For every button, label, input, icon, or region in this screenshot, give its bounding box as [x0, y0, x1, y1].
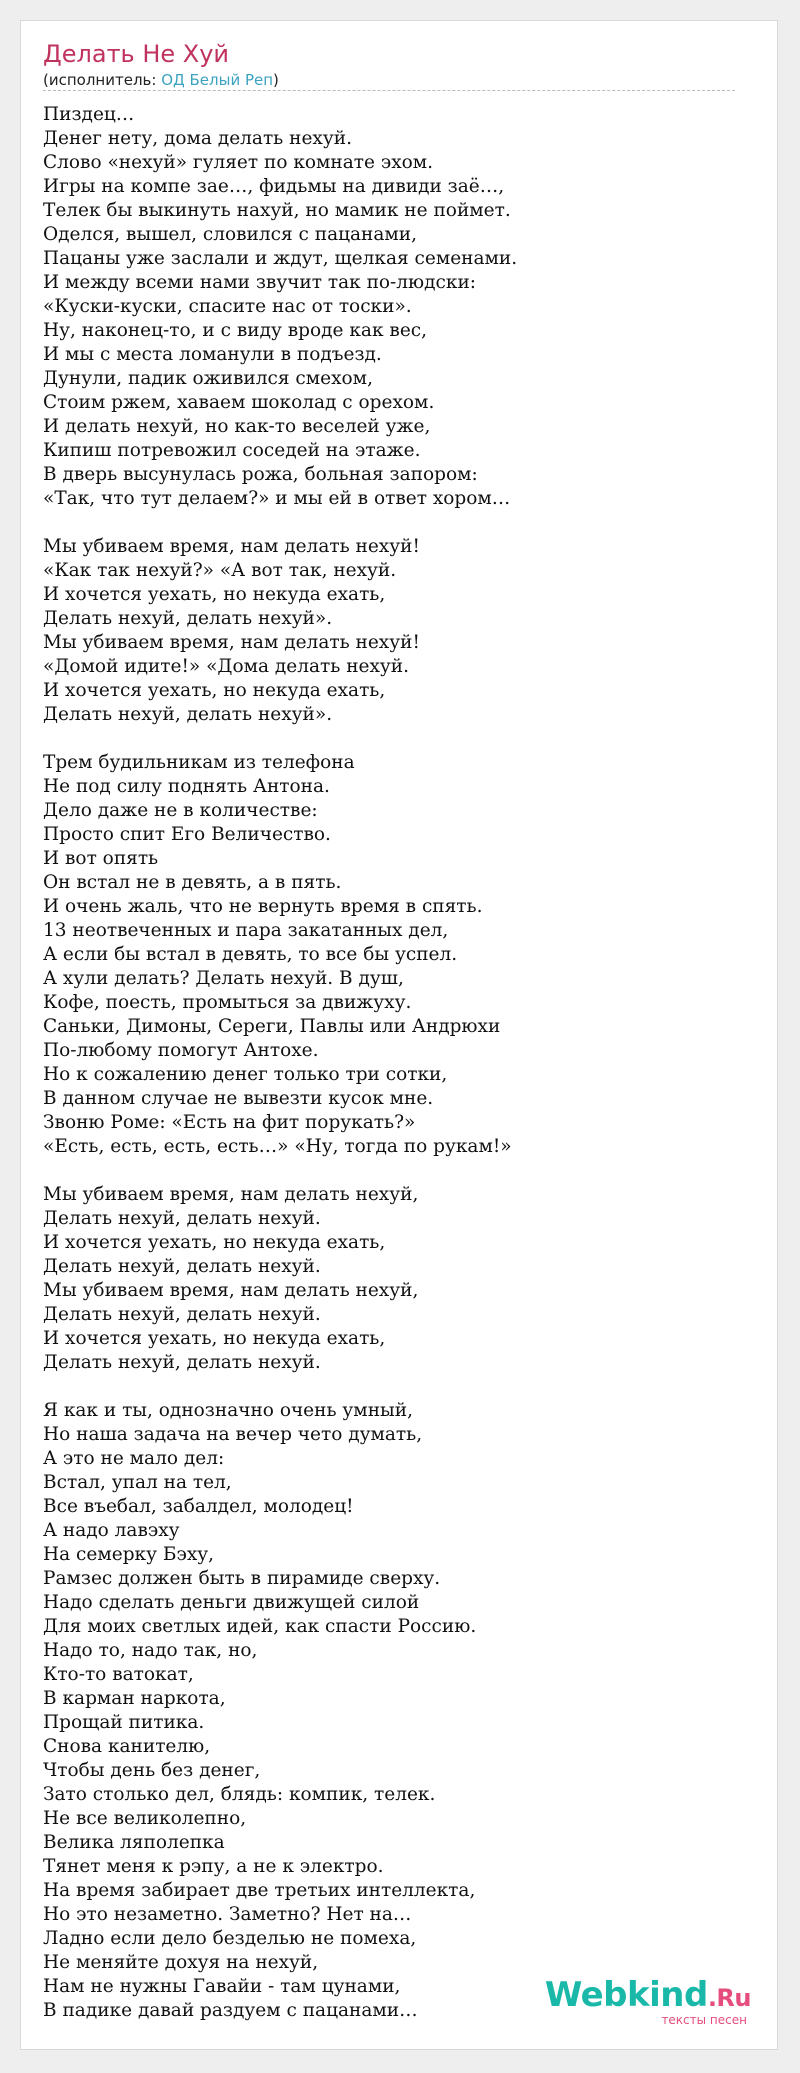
lyric-line: Я как и ты, однозначно очень умный, — [43, 1400, 413, 1421]
lyric-line: Мы убиваем время, нам делать нехуй, — [43, 1280, 419, 1301]
lyric-line: Ладно если дело безделью не помеха, — [43, 1928, 417, 1949]
lyric-line: Дело даже не в количестве: — [43, 800, 318, 821]
song-performer-line — [43, 70, 279, 90]
lyric-line: Дунули, падик оживился смехом, — [43, 368, 373, 389]
lyric-line: Кофе, поесть, промыться за движуху. — [43, 992, 412, 1013]
lyric-line: Делать нехуй, делать нехуй. — [43, 1304, 321, 1325]
lyric-line: Рамзес должен быть в пирамиде сверху. — [43, 1568, 441, 1589]
lyric-line: Надо то, надо так, но, — [43, 1640, 258, 1661]
lyric-line: Звоню Роме: «Есть на фит порукать?» — [43, 1112, 416, 1133]
stanza-break — [43, 727, 743, 751]
lyric-line: Встал, упал на тел, — [43, 1472, 232, 1493]
logo-tagline: тексты песен — [661, 2013, 747, 2027]
lyric-line: «Домой идите!» «Дома делать нехуй. — [43, 656, 410, 677]
lyric-line: Кто-то ватокат, — [43, 1664, 194, 1685]
lyric-line: А надо лавэху — [43, 1520, 180, 1541]
lyric-line: И хочется уехать, но некуда ехать, — [43, 1232, 386, 1253]
lyric-line: И вот опять — [43, 848, 159, 869]
lyric-line: Нам не нужны Гавайи - там цунами, — [43, 1976, 401, 1997]
lyric-line: Но наша задача на вечер чето думать, — [43, 1424, 423, 1445]
lyric-line: В дверь высунулась рожа, больная запором: — [43, 464, 478, 485]
stanza-break — [43, 1375, 743, 1399]
lyric-line: Делать нехуй, делать нехуй». — [43, 704, 333, 725]
lyric-line: Все въебал, забалдел, молодец! — [43, 1496, 354, 1517]
logo-tld: .Ru — [707, 1984, 751, 2012]
lyric-line: И очень жаль, что не вернуть время в спять. — [43, 896, 483, 917]
lyric-line: Делать нехуй, делать нехуй. — [43, 1256, 321, 1277]
lyric-line: Не под силу поднять Антона. — [43, 776, 330, 797]
lyric-line: Надо сделать деньги движущей силой — [43, 1592, 420, 1613]
lyric-line: Телек бы выкинуть нахуй, но мамик не поймет. — [43, 200, 511, 221]
lyric-line: И хочется уехать, но некуда ехать, — [43, 584, 386, 605]
lyric-line: 13 неотвеченных и пара закатанных дел, — [43, 920, 449, 941]
lyric-line: И хочется уехать, но некуда ехать, — [43, 1328, 386, 1349]
lyric-line: И между всеми нами звучит так по-людски: — [43, 272, 477, 293]
lyric-line: На время забирает две третьих интеллекта, — [43, 1880, 476, 1901]
lyric-line: Ну, наконец-то, и с виду вроде как вес, — [43, 320, 428, 341]
lyric-line: Не меняйте дохуя на нехуй, — [43, 1952, 319, 1973]
lyrics-text — [43, 103, 743, 2023]
performer-link[interactable]: ОД Белый Реп — [161, 71, 274, 89]
lyric-line: А если бы встал в девять, то все бы успел. — [43, 944, 458, 965]
lyric-line: Тянет меня к рэпу, а не к электро. — [43, 1856, 384, 1877]
performer-suffix: ) — [273, 71, 279, 89]
title-divider — [43, 90, 735, 91]
lyric-line: Делать нехуй, делать нехуй. — [43, 1352, 321, 1373]
site-logo[interactable] — [545, 1977, 751, 2027]
lyric-line: Стоим ржем, хаваем шоколад с орехом. — [43, 392, 435, 413]
lyric-line: А хули делать? Делать нехуй. В душ, — [43, 968, 404, 989]
lyric-line: Трем будильникам из телефона — [43, 752, 355, 773]
lyric-line: И мы с места ломанули в подъезд. — [43, 344, 382, 365]
lyric-line: Слово «нехуй» гуляет по комнате эхом. — [43, 152, 434, 173]
lyric-line: Пиздец… — [43, 104, 135, 125]
lyric-line: Саньки, Димоны, Сереги, Павлы или Андрюхи — [43, 1016, 501, 1037]
lyric-line: «Куски-куски, спасите нас от тоски». — [43, 296, 412, 317]
lyric-line: Для моих светлых идей, как спасти Россию. — [43, 1616, 477, 1637]
lyric-line: Пацаны уже заслали и ждут, щелкая семенами. — [43, 248, 518, 269]
lyric-line: А это не мало дел: — [43, 1448, 225, 1469]
lyric-line: В карман наркота, — [43, 1688, 226, 1709]
lyric-line: Он встал не в девять, а в пять. — [43, 872, 342, 893]
lyric-line: «Есть, есть, есть, есть…» «Ну, тогда по рукам!» — [43, 1136, 512, 1157]
lyric-line: По-любому помогут Антохе. — [43, 1040, 319, 1061]
lyric-line: Мы убиваем время, нам делать нехуй! — [43, 632, 420, 653]
lyric-line: «Так, что тут делаем?» и мы ей в ответ хором… — [43, 488, 511, 509]
lyric-line: Игры на компе зае…, фидьмы на дивиди заё…, — [43, 176, 505, 197]
lyrics-card — [20, 20, 778, 2050]
lyric-line: На семерку Бэху, — [43, 1544, 215, 1565]
lyric-line: В падике давай раздуем с пацанами… — [43, 2000, 418, 2021]
lyric-line: Но это незаметно. Заметно? Нет на… — [43, 1904, 412, 1925]
song-title: Делать Не Хуй — [43, 40, 229, 68]
lyric-line: Прощай питика. — [43, 1712, 205, 1733]
lyric-line: Делать нехуй, делать нехуй». — [43, 608, 333, 629]
lyric-line: В данном случае не вывезти кусок мне. — [43, 1088, 434, 1109]
stanza-break — [43, 511, 743, 535]
lyric-line: «Как так нехуй?» «А вот так, нехуй. — [43, 560, 397, 581]
lyric-line: Мы убиваем время, нам делать нехуй! — [43, 536, 420, 557]
lyric-line: Денег нету, дома делать нехуй. — [43, 128, 352, 149]
lyric-line: Кипиш потревожил соседей на этаже. — [43, 440, 421, 461]
logo-wordmark — [545, 1977, 751, 2016]
lyric-line: Но к сожалению денег только три сотки, — [43, 1064, 448, 1085]
lyric-line: Оделся, вышел, словился с пацанами, — [43, 224, 418, 245]
lyric-line: Мы убиваем время, нам делать нехуй, — [43, 1184, 419, 1205]
lyric-line: И делать нехуй, но как-то веселей уже, — [43, 416, 431, 437]
lyric-line: Зато столько дел, блядь: компик, телек. — [43, 1784, 436, 1805]
logo-name: Webkind — [544, 1975, 708, 2015]
stanza-break — [43, 1159, 743, 1183]
lyric-line: Не все великолепно, — [43, 1808, 247, 1829]
lyric-line: Чтобы день без денег, — [43, 1760, 261, 1781]
lyric-line: Велика ляполепка — [43, 1832, 225, 1853]
lyric-line: Снова канителю, — [43, 1736, 211, 1757]
lyric-line: Делать нехуй, делать нехуй. — [43, 1208, 321, 1229]
lyric-line: Просто спит Его Величество. — [43, 824, 331, 845]
performer-prefix: (исполнитель: — [43, 71, 162, 89]
lyric-line: И хочется уехать, но некуда ехать, — [43, 680, 386, 701]
